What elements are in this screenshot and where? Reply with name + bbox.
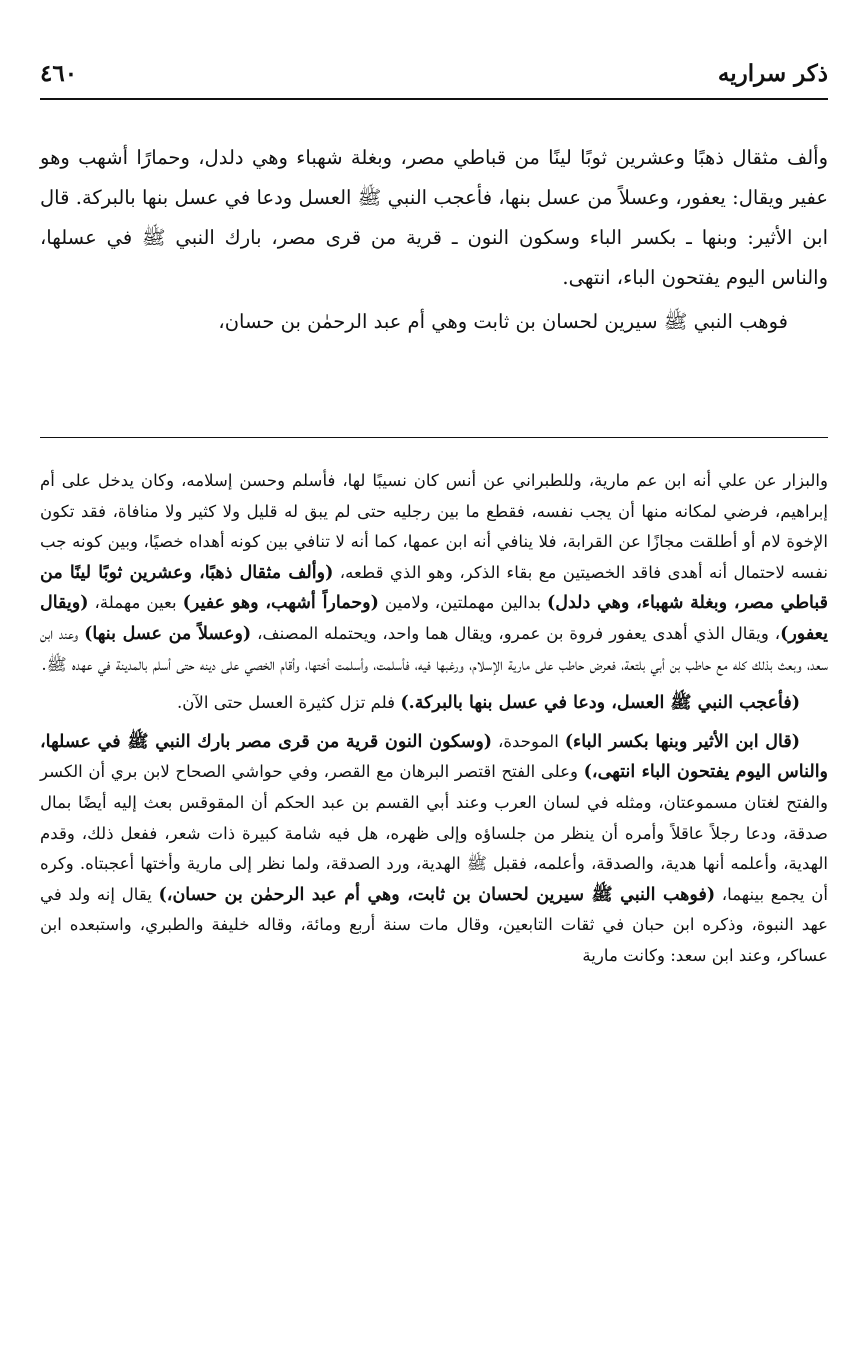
commentary-text: فلم تزل كثيرة العسل حتى الآن. xyxy=(176,693,401,713)
commentary-paragraph-2 xyxy=(40,688,828,719)
quoted-matn: (قال ابن الأثير وبنها بكسر الباء) xyxy=(564,731,800,752)
main-paragraph-2: فوهب النبي ﷺ سيرين لحسان بن ثابت وهي أم عبد الرحمٰن بن حسان، xyxy=(218,310,788,333)
quoted-matn: (وسكون النون قرية من قرى مصر بارك النبي ﷺ في عسلها، والناس اليوم يفتحون الباء انتهى،) xyxy=(40,731,829,783)
quoted-matn: (وألف مثقال ذهبًا، وعشرين ثوبًا لينًا من قباطي مصر، وبغلة شهباء، وهي دلدل) xyxy=(40,562,828,614)
quoted-matn: (فأعجب النبي ﷺ العسل، ودعا في عسل بنها بالبركة.) xyxy=(400,693,800,714)
quoted-matn: (فوهب النبي ﷺ سيرين لحسان بن ثابت، وهي أم عبد الرحمٰن بن حسان،) xyxy=(158,884,716,905)
commentary-text: يقال إنه ولد في عهد النبوة، وذكره ابن حبان في ثقات التابعين، وقال مات سنة أربع ومائة، وقاله خليفة والطبري، واستبعده ابن عساكر، وعند ابن سعد: وكانت مارية xyxy=(40,884,828,965)
commentary xyxy=(40,466,828,972)
chapter-title: ذكر سراريه xyxy=(717,59,828,87)
commentary-text: بدالين مهملتين، ولامين xyxy=(378,593,547,613)
quoted-matn: (وحماراً أشهب، وهو عفير) xyxy=(182,593,379,614)
commentary-text: وعلى الفتح اقتصر البرهان مع القصر، وفي حواشي الصحاح لابن بري أن الكسر والفتح لغتان مسموعتان، ومثله في لسان العرب وعند أبي القسم بن عبد الحكم أن المقوقس بعث إليه أيضًا بمال صدقة، ودعا رجلاً عاقلاً وأمره أن ينظر من جلساؤه وإلى ظهره، هل فيه شامة كبيرة ذات شعر، ففعل ذلك، وقدم الهدية، وأعلمه أنها هدية، والصدقة، وأعلمه، فقبل ﷺ الهدية، ورد الصدقة، ولما نظر إلى مارية وأختها أعجبتاه. وكره أن يجمع بينهما، xyxy=(40,762,828,904)
commentary-text: والبزار عن علي أنه ابن عم مارية، وللطبراني عن أنس كان نسيبًا لها، فأسلم وحسن إسلامه، وكان يدخل على أم إبراهيم، فرضي لمكانه منها أن يجب نفسه، فقطع ما بين رجليه حتى لم يبق له قليل ولا كثير ولا منافاة، فقد تكون الإخوة لام أو أطلقت مجازًا عن القرابة، فلا ينافي أنه ابن عمها، كما أنه لا تنافي بين كونه أهداه خصيًا، وبين كونه جب نفسه لاحتمال أنه أهدى فاقد الخصيتين مع بقاء الذكر، وهو الذي قطعه، xyxy=(40,471,828,582)
commentary-paragraph-1 xyxy=(40,466,828,680)
main-text xyxy=(40,138,828,342)
quoted-matn: (ويقال يعفور) xyxy=(40,593,828,644)
quoted-matn: (وعسلاً من عسل بنها) xyxy=(84,623,252,644)
commentary-text: الموحدة، xyxy=(492,731,565,751)
commentary-text: بعين مهملة، xyxy=(88,593,183,613)
commentary-text: ، ويقال الذي أهدى يعفور فروة بن عمرو، ويقال هما واحد، ويحتمله المصنف، xyxy=(251,623,781,643)
commentary-separator xyxy=(40,437,828,438)
main-paragraph-1: وألف مثقال ذهبًا وعشرين ثوبًا لينًا من قباطي مصر، وبغلة شهباء وهي دلدل، وحمارًا أشهب وهو عفير ويقال: يعفور، وعسلاً من عسل بنها، فأعجب النبي ﷺ العسل ودعا في عسل بنها بالبركة. قال ابن الأثير: وبنها ـ بكسر الباء وسكون النون ـ قرية من قرى مصر، بارك النبي ﷺ في عسلها، والناس اليوم يفتحون الباء، انتهى. xyxy=(40,146,828,289)
commentary-text: وعند ابن سعد، وبعث بذلك كله مع حاطب بن أبي بلتعة، فعرض حاطب على مارية الإسلام، ورغبها فيه، فأسلمت، وأسلمت أختها، وأقام الخصي على دينه حتى أسلم بالمدينة في عهده ﷺ. xyxy=(40,623,828,674)
header-rule xyxy=(40,98,828,100)
commentary-paragraph-3 xyxy=(40,727,828,972)
page-header xyxy=(40,56,828,90)
page-number: ٤٦٠ xyxy=(40,59,78,87)
